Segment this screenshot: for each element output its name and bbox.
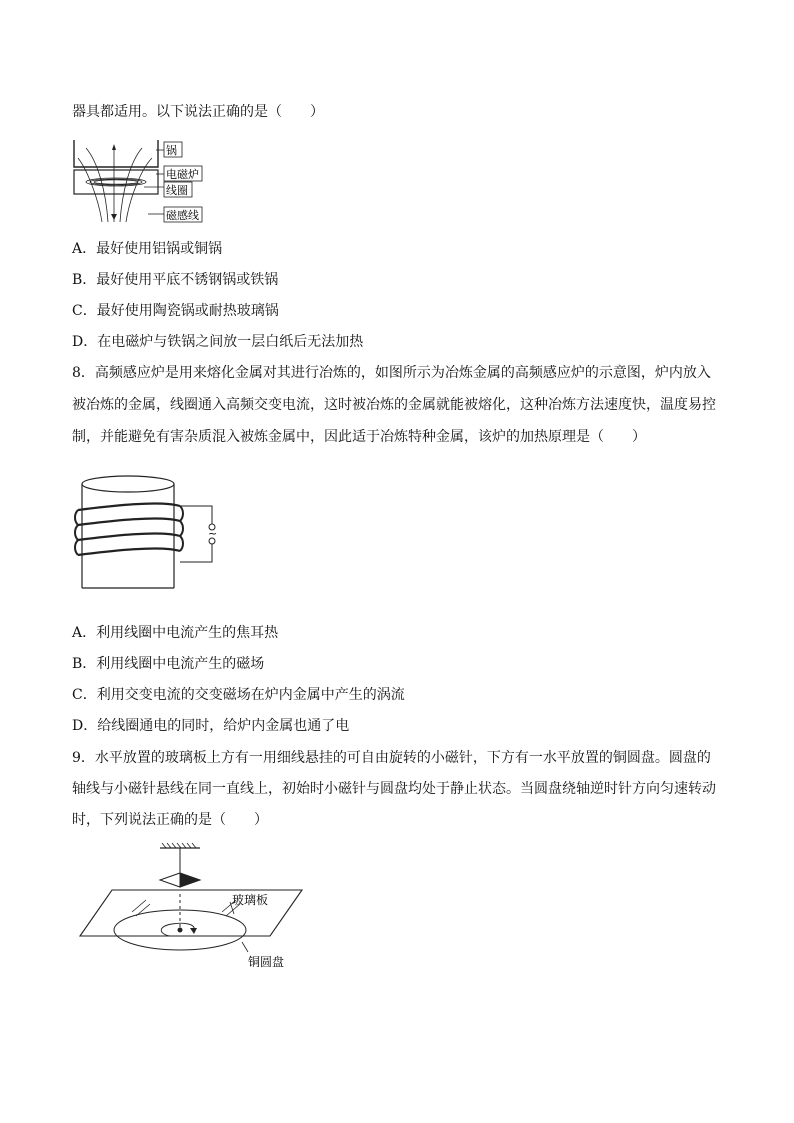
q8-stem-line-1: 8．高频感应炉是用来熔化金属对其进行冶炼的，如图所示为冶炼金属的高频感应炉的示意图，炉内放入 [72, 365, 711, 381]
induction-furnace-figure [70, 470, 230, 600]
q8-stem-line-3: 制，并能避免有害杂质混入被炼金属中，因此适于冶炼特种金属，该炉的加热原理是（ ） [72, 429, 646, 445]
copper-disk-label: 铜圆盘 [248, 955, 285, 969]
q7-option-d: D．在电磁炉与铁锅之间放一层白纸后无法加热 [72, 334, 364, 350]
pot-label: 锅 [166, 144, 177, 157]
q8-option-c: C．利用交变电流的交变磁场在炉内金属中产生的涡流 [72, 687, 405, 703]
q8-option-a: A．利用线圈中电流产生的焦耳热 [72, 625, 279, 641]
glass-plate-label: 玻璃板 [232, 893, 269, 907]
q8-option-d: D．给线圈通电的同时，给炉内金属也通了电 [72, 718, 350, 734]
q9-stem-line-2: 轴线与小磁针悬线在同一直线上，初始时小磁针与圆盘均处于静止状态。当圆盘绕轴逆时针方向匀速转动 [72, 781, 716, 797]
q8-stem-line-2: 被冶炼的金属，线圈通入高频交变电流，这时被冶炼的金属就能被熔化，这种冶炼方法速度快，温度易控 [72, 397, 716, 413]
q7-stem-tail: 器具都适用。以下说法正确的是（ ） [72, 104, 324, 120]
coil-label: 线圈 [166, 184, 188, 197]
q9-stem-line-1: 9．水平放置的玻璃板上方有一用细线悬挂的可自由旋转的小磁针，下方有一水平放置的铜圆盘。圆盘的 [72, 750, 711, 766]
q7-option-a: A．最好使用铝锅或铜锅 [72, 241, 223, 257]
q7-option-b: B．最好使用平底不锈钢锅或铁锅 [72, 272, 279, 288]
induction-cooker-figure [68, 132, 218, 230]
q9-stem-line-3: 时，下列说法正确的是（ ） [72, 812, 268, 828]
field-line-label: 磁感线 [166, 209, 199, 222]
magnet-disk-figure [72, 842, 312, 972]
ac-source-symbol: ~ [208, 527, 218, 540]
q7-option-c: C．最好使用陶瓷锅或耐热玻璃锅 [72, 303, 279, 319]
cooker-label: 电磁炉 [166, 168, 199, 181]
q8-option-b: B．利用线圈中电流产生的磁场 [72, 656, 265, 672]
